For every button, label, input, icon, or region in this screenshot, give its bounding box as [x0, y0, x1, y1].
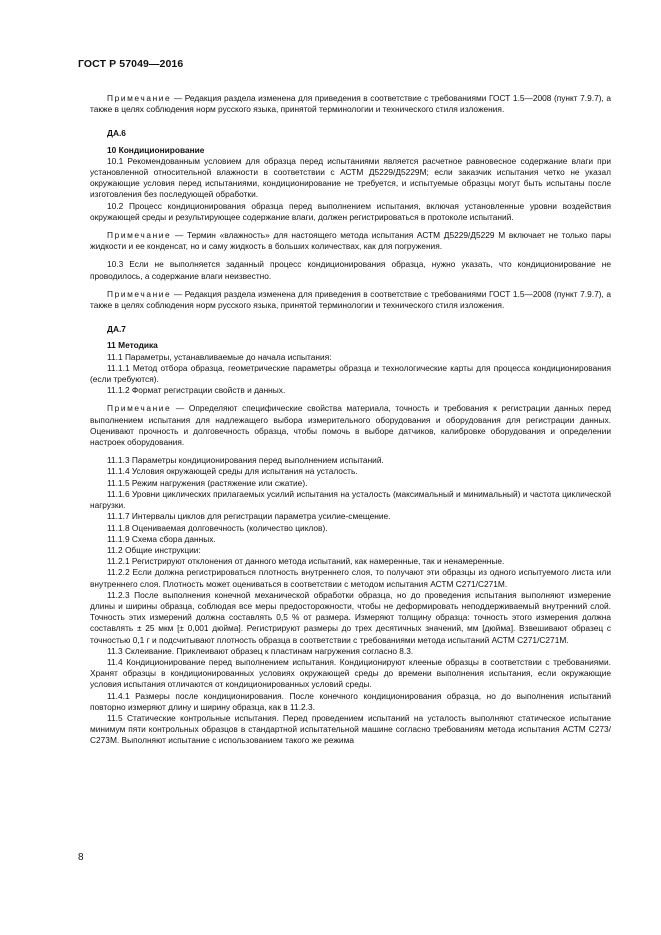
paragraph: 11.1.2 Формат регистрации свойств и данных. — [107, 385, 286, 396]
paragraph: 11.2 Общие инструкции: — [107, 544, 201, 555]
annex-subsection-heading: ДА.6 — [107, 128, 126, 139]
paragraph: 11.2.2 Если должна регистрироваться плотность внутреннего слоя, то получают эти образцы из одного испытуемого листа или внутреннего слоя. Плотность может оцениваться в соответствии с методом испытания АСТМ С271/С271М. — [90, 567, 611, 589]
note-paragraph — [90, 289, 611, 311]
paragraph: 11.1.1 Метод отбора образца, геометрические параметры образца и технологические карты для процесса кондиционирования (если требуются). — [90, 362, 611, 385]
paragraph: 11.1.9 Схема сбора данных. — [107, 533, 216, 544]
paragraph: 11.1.5 Режим нагружения (растяжение или сжатие). — [107, 477, 308, 488]
note-label: Примечание — [107, 403, 172, 414]
note-text: — Определяют специфические свойства материала, точность и требования к регистрации данных перед выполнением испытания для надлежащего выбора измерительного оборудования и оборудования для регистрации данных. Оценивают прочность и долговечность образца, чтобы помочь в выборе датчиков, калибровке оборудования и определении настроек оборудования. — [90, 403, 611, 448]
paragraph: 11.4.1 Размеры после кондиционирования. После конечного кондиционирования образца, но до выполнения испытаний повторно измеряют длину и ширину образца, как в 11.2.3. — [90, 690, 611, 712]
paragraph: 11.5 Статические контрольные испытания. Перед проведением испытаний на усталость выполняют статическое испытание минимум пяти контрольных образцов в стандартной испытательной машине согласно требованиям метода испытания АСТМ С273/С273М. Выполняют испытание с использованием такого же режима — [90, 712, 611, 746]
document-header: ГОСТ Р 57049—2016 — [78, 58, 184, 70]
paragraph: 11.2.1 Регистрируют отклонения от данного метода испытаний, как намеренные, так и ненамеренные. — [107, 556, 505, 567]
note-label: Примечание — [107, 93, 172, 103]
paragraph: 11.1 Параметры, устанавливаемые до начала испытания: — [107, 351, 332, 362]
paragraph: 11.1.4 Условия окружающей среды для испытания на усталость. — [107, 466, 358, 477]
paragraph: 11.3 Склеивание. Приклеивают образец к пластинам нагружения согласно 8.3. — [107, 645, 414, 656]
section-heading: 10 Кондиционирование — [107, 144, 205, 155]
note-text: — Редакция раздела изменена для приведения в соответствие с требованиями ГОСТ 1.5—2008 (пункт 7.9.7), а также в целях соблюдения норм русского языка, принятой терминологии и технического стиля изложения. — [90, 93, 611, 115]
page-number: 8 — [78, 852, 84, 863]
paragraph: 11.1.3 Параметры кондиционирования перед выполнением испытаний. — [107, 455, 384, 466]
paragraph: 11.2.3 После выполнения конечной механической обработки образца, но до проведения испытания выполняют измерение длины и ширины образца, соблюдая все меры предосторожности, чтобы не деформировать неподдерживаемый внутренний слой. Точность этих измерений должна составлять 0,5 % от размера. Измеряют толщину образца: точность этого измерения должна составлять ± 25 мкм [± 0,001 дюйма]. Регистрируют размеры до трех десятичных значений, мм [дюйма]. Взвешивают образец с точностью 0,1 г и подсчитывают плотность образца в соответствии с требованиями метода испытаний АСТМ С271/С271М. — [90, 589, 611, 645]
note-paragraph — [90, 93, 611, 115]
note-paragraph — [90, 403, 611, 448]
paragraph: 11.1.8 Оцениваемая долговечность (количество циклов). — [107, 522, 328, 533]
paragraph: 10.1 Рекомендованным условием для образца перед испытаниями является расчетное равновесное содержание влаги при установленной относительной влажности в соответствии с АСТМ Д5229/Д5229М; если заказчик испытания четко не указал окружающие условия перед испытаниями, кондиционирование не требуется, и испытуемые образцы могут быть испытаны после изготовления без последующей обработки. — [90, 155, 611, 200]
paragraph: 11.1.6 Уровни циклических прилагаемых усилий испытания на усталость (максимальный и минимальный) и частота циклической нагрузки. — [90, 488, 611, 511]
note-text: — Термин «влажность» для настоящего метода испытания АСТМ Д5229/Д5229 М включает не только пары жидкости и ее конденсат, но и саму жидкость в больших количествах, как для погружения. — [90, 230, 611, 252]
note-label: Примечание — [107, 230, 172, 241]
annex-subsection-heading: ДА.7 — [107, 324, 126, 335]
paragraph: 10.3 Если не выполняется заданный процесс кондиционирования образца, нужно указать, что кондиционирование не проводилось, а содержание влаги неизвестно. — [90, 259, 611, 281]
note-label: Примечание — [107, 288, 172, 299]
paragraph: 10.2 Процесс кондиционирования образца перед выполнением испытания, включая установленные уровни воздействия окружающей среды и результирующее содержание влаги, должен регистрироваться в протоколе испытаний. — [90, 200, 611, 222]
note-text: — Редакция раздела изменена для приведения в соответствие с требованиями ГОСТ 1.5—2008 (пункт 7.9.7), а также в целях соблюдения норм русского языка, принятой терминологии и технического стиля изложения. — [90, 288, 611, 311]
paragraph: 11.1.7 Интервалы циклов для регистрации параметра усилие-смещение. — [107, 511, 391, 522]
section-heading: 11 Методика — [107, 340, 158, 351]
document-body — [90, 93, 611, 747]
paragraph: 11.4 Кондиционирование перед выполнением испытания. Кондиционируют клееные образцы в соответствии с требованиями. Хранят образцы в кондиционированных условиях окружающей среды до времени выполнения испытания, если окружающие условия испытания отличаются от кондиционированных условий среды. — [90, 656, 611, 690]
note-paragraph — [90, 230, 611, 252]
